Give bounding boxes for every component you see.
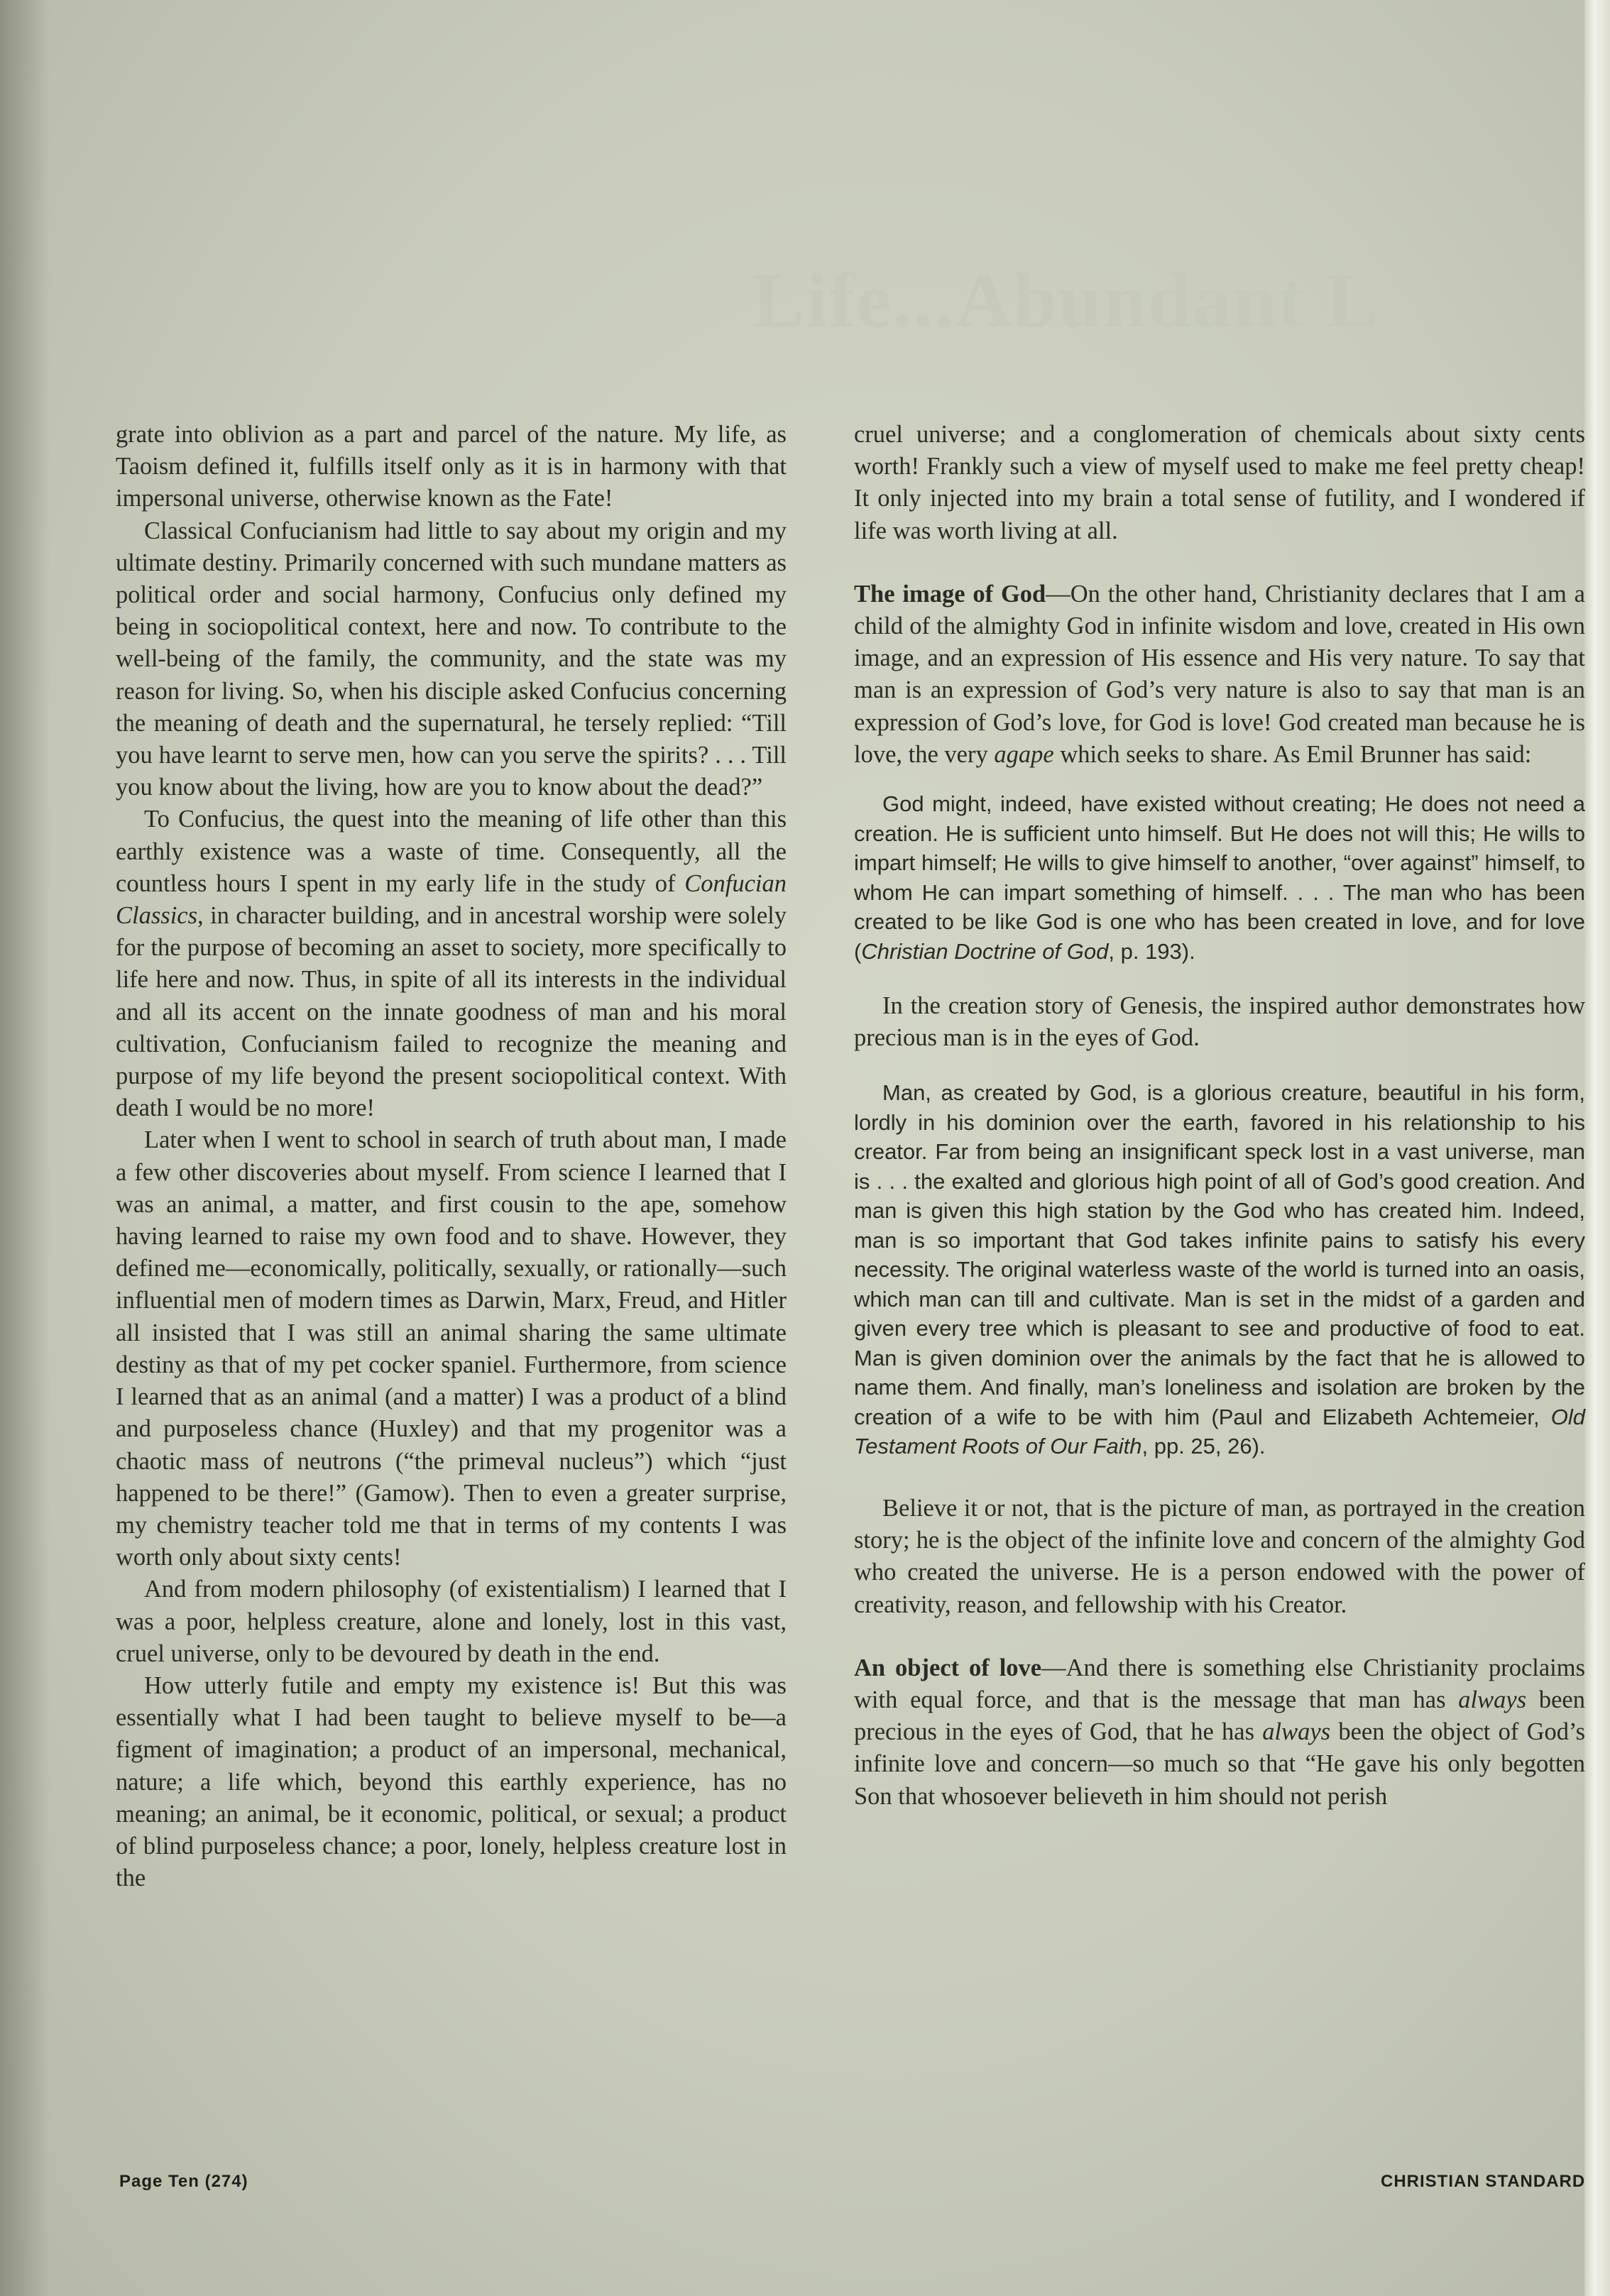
paragraph: Believe it or not, that is the picture of man, as portrayed in the creation story; he is the object of the infinite love and concern of the almighty God who created the universe. He is a person endowed with the power of creativity, reason, and fellowship with his Creator. (854, 1494, 1585, 1618)
paragraph: Later when I went to school in search of truth about man, I made a few other discoveries about myself. From science I learned that I was an animal, a matter, and first cousin to the ape, somehow having learned to raise my own food and to shave. However, they defined me—economically, politically, sexually, or rationally—such influential men of modern times as Darwin, Marx, Freud, and Hitler all insisted that I was still an animal sharing the same ultimate destiny as that of my pet cocker spaniel. Furthermore, from science I learned that as an animal (and a matter) I was a product of a blind and purposeless chance (Huxley) and that my progenitor was a chaotic mass of neutrons (“the primeval nucleus”) which “just happened to be there!” (Gamow). Then to even a greater surprise, my chemistry teacher told me that in terms of my contents I was worth only about sixty cents! (116, 1126, 787, 1571)
block-quote (854, 1078, 1585, 1461)
italic-word: agape (994, 740, 1054, 768)
magazine-name: CHRISTIAN STANDARD (1381, 2172, 1586, 2191)
paragraph: grate into oblivion as a part and parcel of the nature. My life, as Taoism defined it, fulfills itself only as it is in harmony with that impersonal universe, otherwise known as the Fate! (116, 421, 787, 512)
paragraph (854, 578, 1585, 771)
binding-shadow (0, 0, 50, 2296)
paragraph: In the creation story of Genesis, the inspired author demonstrates how precious man is in the eyes of God. (854, 992, 1585, 1052)
text-run: , in character building, and in ancestral worship were solely for the purpose of becoming an asset to society, more specifically to life here and now. Thus, in spite of all its interests in the individual and all its accent on the innate goodness of man and his moral cultivation, Confucianism failed to recognize the meaning and purpose of my life beyond the present sociopolitical context. With death I would be no more! (116, 902, 787, 1122)
text-run: which seeks to share. As Emil Brunner has said: (1053, 740, 1532, 768)
paragraph (116, 803, 787, 1124)
paragraph: cruel universe; and a conglomeration of chemicals about sixty cents worth! Frankly such a view of myself used to make me feel pretty cheap! It only injected into my brain a total sense of futility, and I wondered if life was worth living at all. (854, 421, 1585, 544)
spacer (854, 771, 1585, 789)
spacer (854, 1461, 1585, 1493)
text-run: , pp. 25, 26). (1141, 1434, 1266, 1459)
italic-word: always (1458, 1686, 1527, 1713)
right-column (854, 419, 1585, 1813)
paragraph: Classical Confucianism had little to say about my origin and my ultimate destiny. Primarily concerned with such mundane matters as political order and social harmony, Confucius only defined my being in sociopolitical context, here and now. To contribute to the well-being of the family, the community, and the state was my reason for living. So, when his disciple asked Confucius concerning the meaning of death and the supernatural, he tersely replied: “Till you have learnt to serve men, how can you serve the spirits? . . . Till you know about the living, how are you to know about the dead?” (116, 517, 787, 801)
paragraph (854, 1652, 1585, 1813)
text-run: —And there is something else Christianity proclaims with equal force, and that is the message that man has (854, 1654, 1586, 1713)
block-quote (854, 789, 1585, 966)
spacer (854, 1054, 1585, 1078)
book-title: Confucian Classics (116, 869, 787, 930)
section-heading: An object of love (854, 1654, 1042, 1681)
spacer (854, 547, 1585, 578)
page-edge (1584, 0, 1610, 2296)
left-column (116, 419, 787, 1894)
text-run: —On the other hand, Christianity declares that I am a child of the almighty God in infinite wisdom and love, created in His own image, and an expression of His essence and His very nature. To say that man is an expression of God’s very nature is also to say that man is an expression of God’s love, for God is love! God created man because he is love, the very (854, 580, 1585, 768)
text-run: been the object of God’s infinite love and concern—so much so that “He gave his only begotten Son that whosoever believeth in him should not perish (854, 1718, 1585, 1810)
text-run: , p. 193). (1108, 938, 1195, 964)
spacer (854, 966, 1585, 990)
show-through-title: Life...Abundant L (752, 257, 1380, 344)
text-run: been precious in the eyes of God, that he has (854, 1686, 1585, 1746)
italic-word: always (1262, 1718, 1331, 1746)
spacer (854, 1621, 1585, 1652)
text-run: To Confucius, the quest into the meaning of life other than this earthly existence was a waste of time. Consequently, all the countless hours I spent in my early life in the study of (116, 806, 787, 897)
paragraph: How utterly futile and empty my existence is! But this was essentially what I had been taught to believe myself to be—a figment of imagination; a product of an impersonal, mechanical, nature; a life which, beyond this earthly experience, has no meaning; an animal, be it economic, political, or sexual; a product of blind purposeless chance; a poor, lonely, helpless creature lost in the (116, 1671, 787, 1892)
page-number: Page Ten (274) (119, 2172, 248, 2191)
paragraph: And from modern philosophy (of existentialism) I learned that I was a poor, helpless creature, alone and lonely, lost in this vast, cruel universe, only to be devoured by death in the end. (116, 1576, 787, 1667)
book-title: Christian Doctrine of God (861, 938, 1109, 964)
book-title: Old Testament Roots of Our Faith (854, 1404, 1585, 1459)
text-run: God might, indeed, have existed without creating; He does not need a creation. He is sufficient unto himself. But He does not will this; He wills to impart himself; He wills to give himself to another, “over against” himself, to whom He can impart something of himself. . . . The man who has been created to be like God is one who has been created in love, and for love ( (854, 791, 1585, 964)
section-heading: The image of God (854, 580, 1046, 608)
text-run: Man, as created by God, is a glorious creature, beautiful in his form, lordly in his dominion over the earth, favored in his relationship to his creator. Far from being an insignificant speck lost in a vast universe, man is . . . the exalted and glorious high point of all of God’s good creation. And man is given this high station by the God who has created him. Indeed, man is so important that God takes infinite pains to satisfy his every necessity. The original waterless waste of the world is turned into an oasis, which man can till and cultivate. Man is set in the midst of a garden and given every tree which is pleasant to see and productive of food to eat. Man is given dominion over the animals by the fact that he is allowed to name them. And finally, man’s loneliness and isolation are broken by the creation of a wife to be with him (Paul and Elizabeth Achtemeier, (854, 1080, 1585, 1429)
